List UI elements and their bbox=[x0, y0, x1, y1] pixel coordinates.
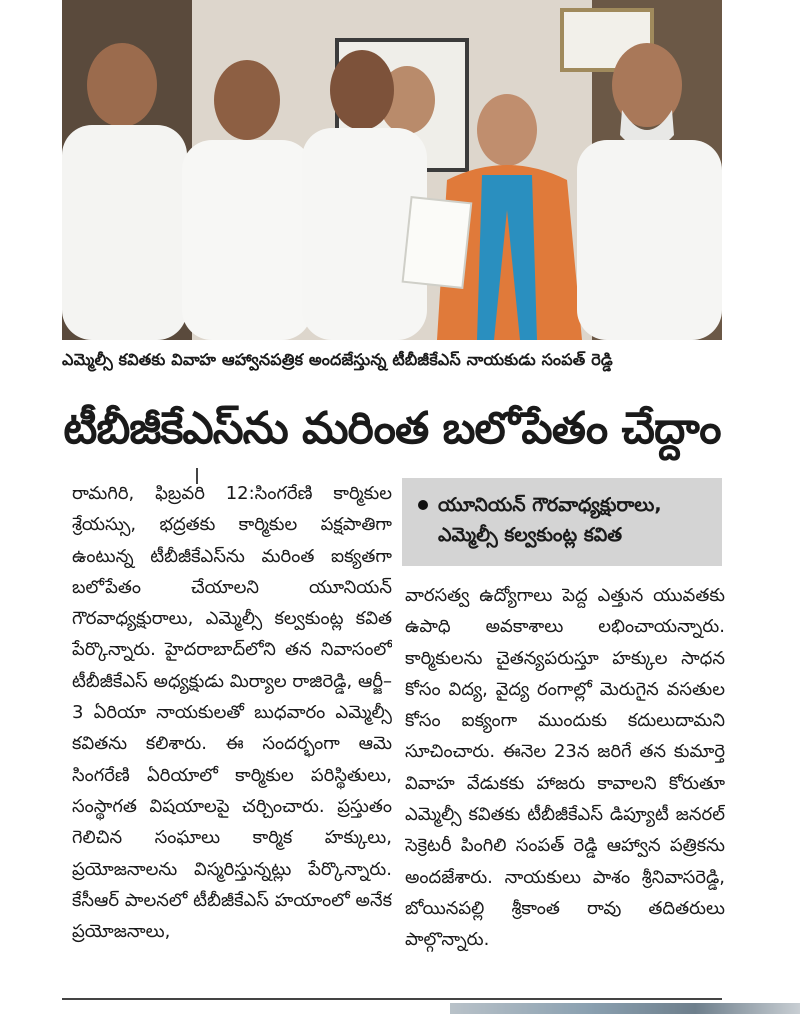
article-left-text: రామగిరి, ఫిబ్రవరి 12:సింగరేణి కార్మికుల శ్రేయస్సు, భద్రతకు కార్మికుల పక్షపాతిగా ఉంటున్న టీబీజీకేఎస్‌ను మరింత ఐక్యతగా బలోపేతం చేయాలని యూనియన్ గౌరవాధ్యక్షురాలు, ఎమ్మెల్సీ కల్వకుంట్ల కవిత పేర్కొన్నారు. హైదరాబాద్‌లోని తన నివాసంలో టీబీజీకేఎస్ అధ్యక్షుడు మిర్యాల రాజిరెడ్డి, ఆర్జీ–3 ఏరియా నాయకులతో బుధవారం ఎమ్మెల్సీ కవితను కలిశారు. ఈ సందర్భంగా ఆమె సింగరేణి ఏరియాలో కార్మికుల పరిస్థితులు, సంస్థాగత విషయాలపై చర్చించారు. ప్రస్తుతం గెలిచిన సంఘాలు కార్మిక హక్కులు, ప్రయోజనాలను విస్మరిస్తున్నట్లు పేర్కొన్నారు. కేసీఆర్ పాలనలో టీబీజీకేఎస్ హయాంలో అనేక ప్రయోజనాలు, bbox=[72, 483, 392, 943]
bottom-rule bbox=[62, 998, 722, 1000]
article-right-text: వారసత్వ ఉద్యోగాలు పెద్ద ఎత్తున యువతకు ఉపాధి అవకాశాలు లభించాయన్నారు. కార్మికులను చైతన్యపరుస్తూ హక్కుల సాధన కోసం విద్య, వైద్య రంగాల్లో మెరుగైన వసతుల కోసం ఐక్యంగా ముందుకు కదులుదామని సూచించారు. ఈనెల 23న జరిగే తన కుమార్తె వివాహ వేడుకకు హాజరు కావాలని కోరుతూ ఎమ్మెల్సీ కవితకు టీబీజీకేఎస్ డిప్యూటీ జనరల్ సెక్రెటరీ పింగిలి సంపత్ రెడ్డి ఆహ్వాన పత్రికను అందజేశారు. నాయకులు పాశం శ్రీనివాసరెడ్డి, బోయినపల్లి శ్రీకాంత రావు తదితరులు పాల్గొన్నారు. bbox=[405, 585, 725, 951]
highlight-line-1: యూనియన్ గౌరవాధ్యక్షురాలు, bbox=[438, 494, 662, 516]
invitation-card bbox=[403, 197, 472, 288]
highlight-row-1 bbox=[418, 490, 712, 520]
group-photo-illustration bbox=[62, 0, 722, 340]
highlight-line-2: ఎమ్మెల్సీ కల్వకుంట్ల కవిత bbox=[438, 524, 623, 546]
bullet-icon bbox=[418, 500, 428, 510]
article-column-right bbox=[405, 580, 725, 1000]
highlight-box bbox=[402, 478, 722, 566]
photo-caption: ఎమ్మెల్సీ కవితకు వివాహ ఆహ్వానపత్రిక అందజేస్తున్న టీబీజీకేఎస్ నాయకుడు సంపత్ రెడ్డి bbox=[62, 350, 613, 369]
article-column-left bbox=[72, 478, 392, 998]
news-photo bbox=[62, 0, 722, 340]
headline: టీబీజీకేఎస్‌ను మరింత బలోపేతం చేద్దాం bbox=[63, 403, 721, 454]
next-article-image-edge bbox=[450, 1003, 800, 1014]
